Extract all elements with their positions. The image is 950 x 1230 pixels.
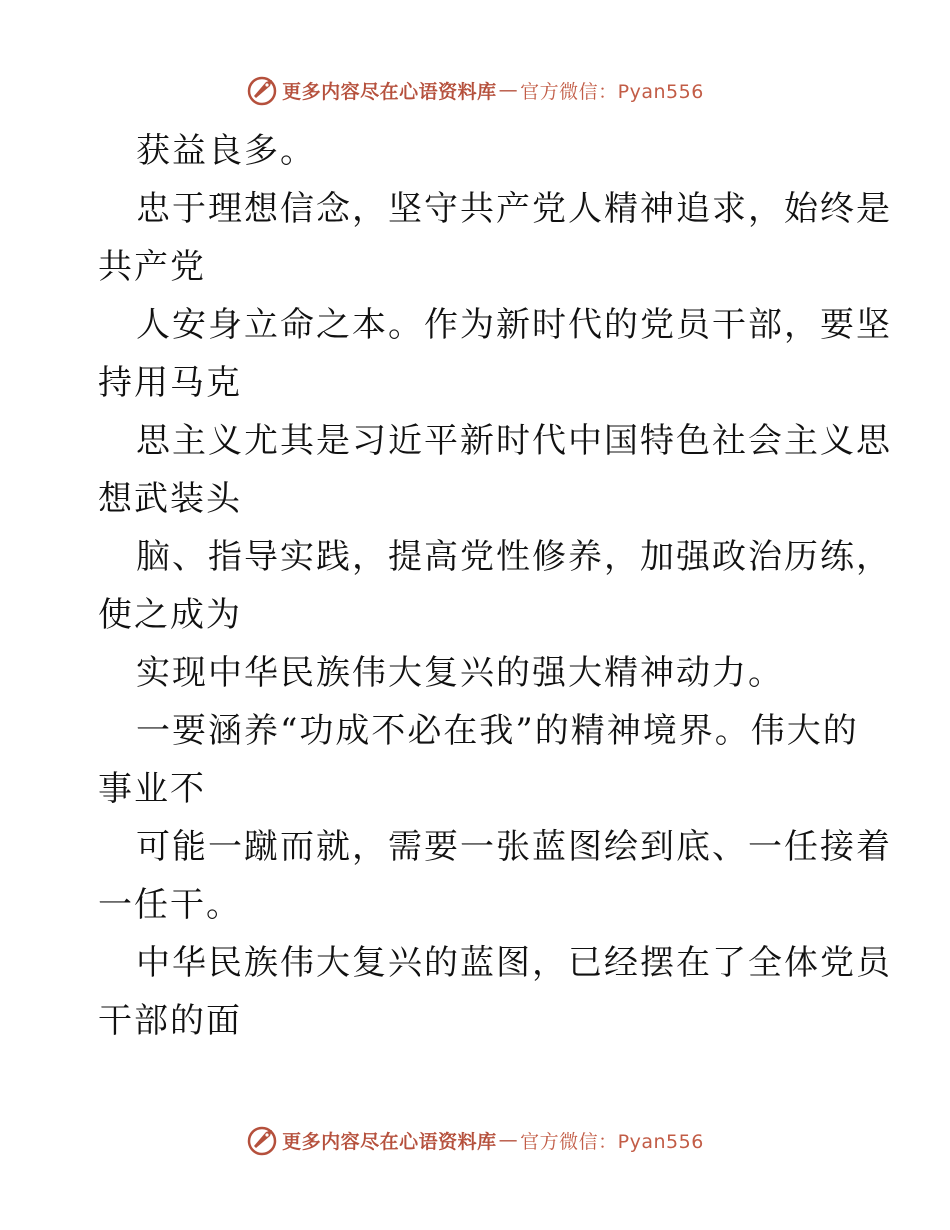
body-line: 忠于理想信念，坚守共产党人精神追求，始终是 — [136, 189, 892, 229]
header-text — [282, 77, 704, 104]
body-line: 可能一蹴而就，需要一张蓝图绘到底、一任接着 — [136, 827, 892, 867]
document-body — [98, 122, 892, 1050]
body-line: 脑、指导实践，提高党性修养，加强政治历练， — [136, 537, 892, 577]
body-line: 实现中华民族伟大复兴的强大精神动力。 — [136, 653, 784, 693]
body-line: 人安身立命之本。作为新时代的党员干部，要坚 — [136, 305, 892, 345]
body-line: 获益良多。 — [136, 131, 316, 171]
body-line: 想武装头 — [98, 479, 242, 519]
header-separator: — — [498, 79, 519, 101]
pen-nib-logo-icon — [246, 1124, 278, 1156]
pen-nib-logo-icon — [246, 74, 278, 106]
body-line: 事业不 — [98, 769, 206, 809]
page-header-banner — [0, 70, 950, 110]
body-line: 持用马克 — [98, 363, 242, 403]
body-line: 思主义尤其是习近平新时代中国特色社会主义思 — [136, 421, 892, 461]
footer-site-text: 更多内容尽在心语资料库 — [282, 1130, 497, 1153]
body-line: 一要涵养“功成不必在我”的精神境界。伟大的 — [136, 711, 859, 751]
footer-text — [282, 1127, 704, 1154]
body-line: 中华民族伟大复兴的蓝图，已经摆在了全体党员 — [136, 943, 892, 983]
footer-separator: — — [498, 1129, 519, 1151]
body-line: 共产党 — [98, 247, 206, 287]
header-site-text: 更多内容尽在心语资料库 — [282, 80, 497, 103]
header-wechat-text: 官方微信：Pyan556 — [520, 80, 704, 103]
body-line: 一任干。 — [98, 885, 242, 925]
footer-wechat-text: 官方微信：Pyan556 — [520, 1130, 704, 1153]
body-line: 干部的面 — [98, 1001, 242, 1041]
page-footer-banner — [0, 1120, 950, 1160]
body-line: 使之成为 — [98, 595, 242, 635]
